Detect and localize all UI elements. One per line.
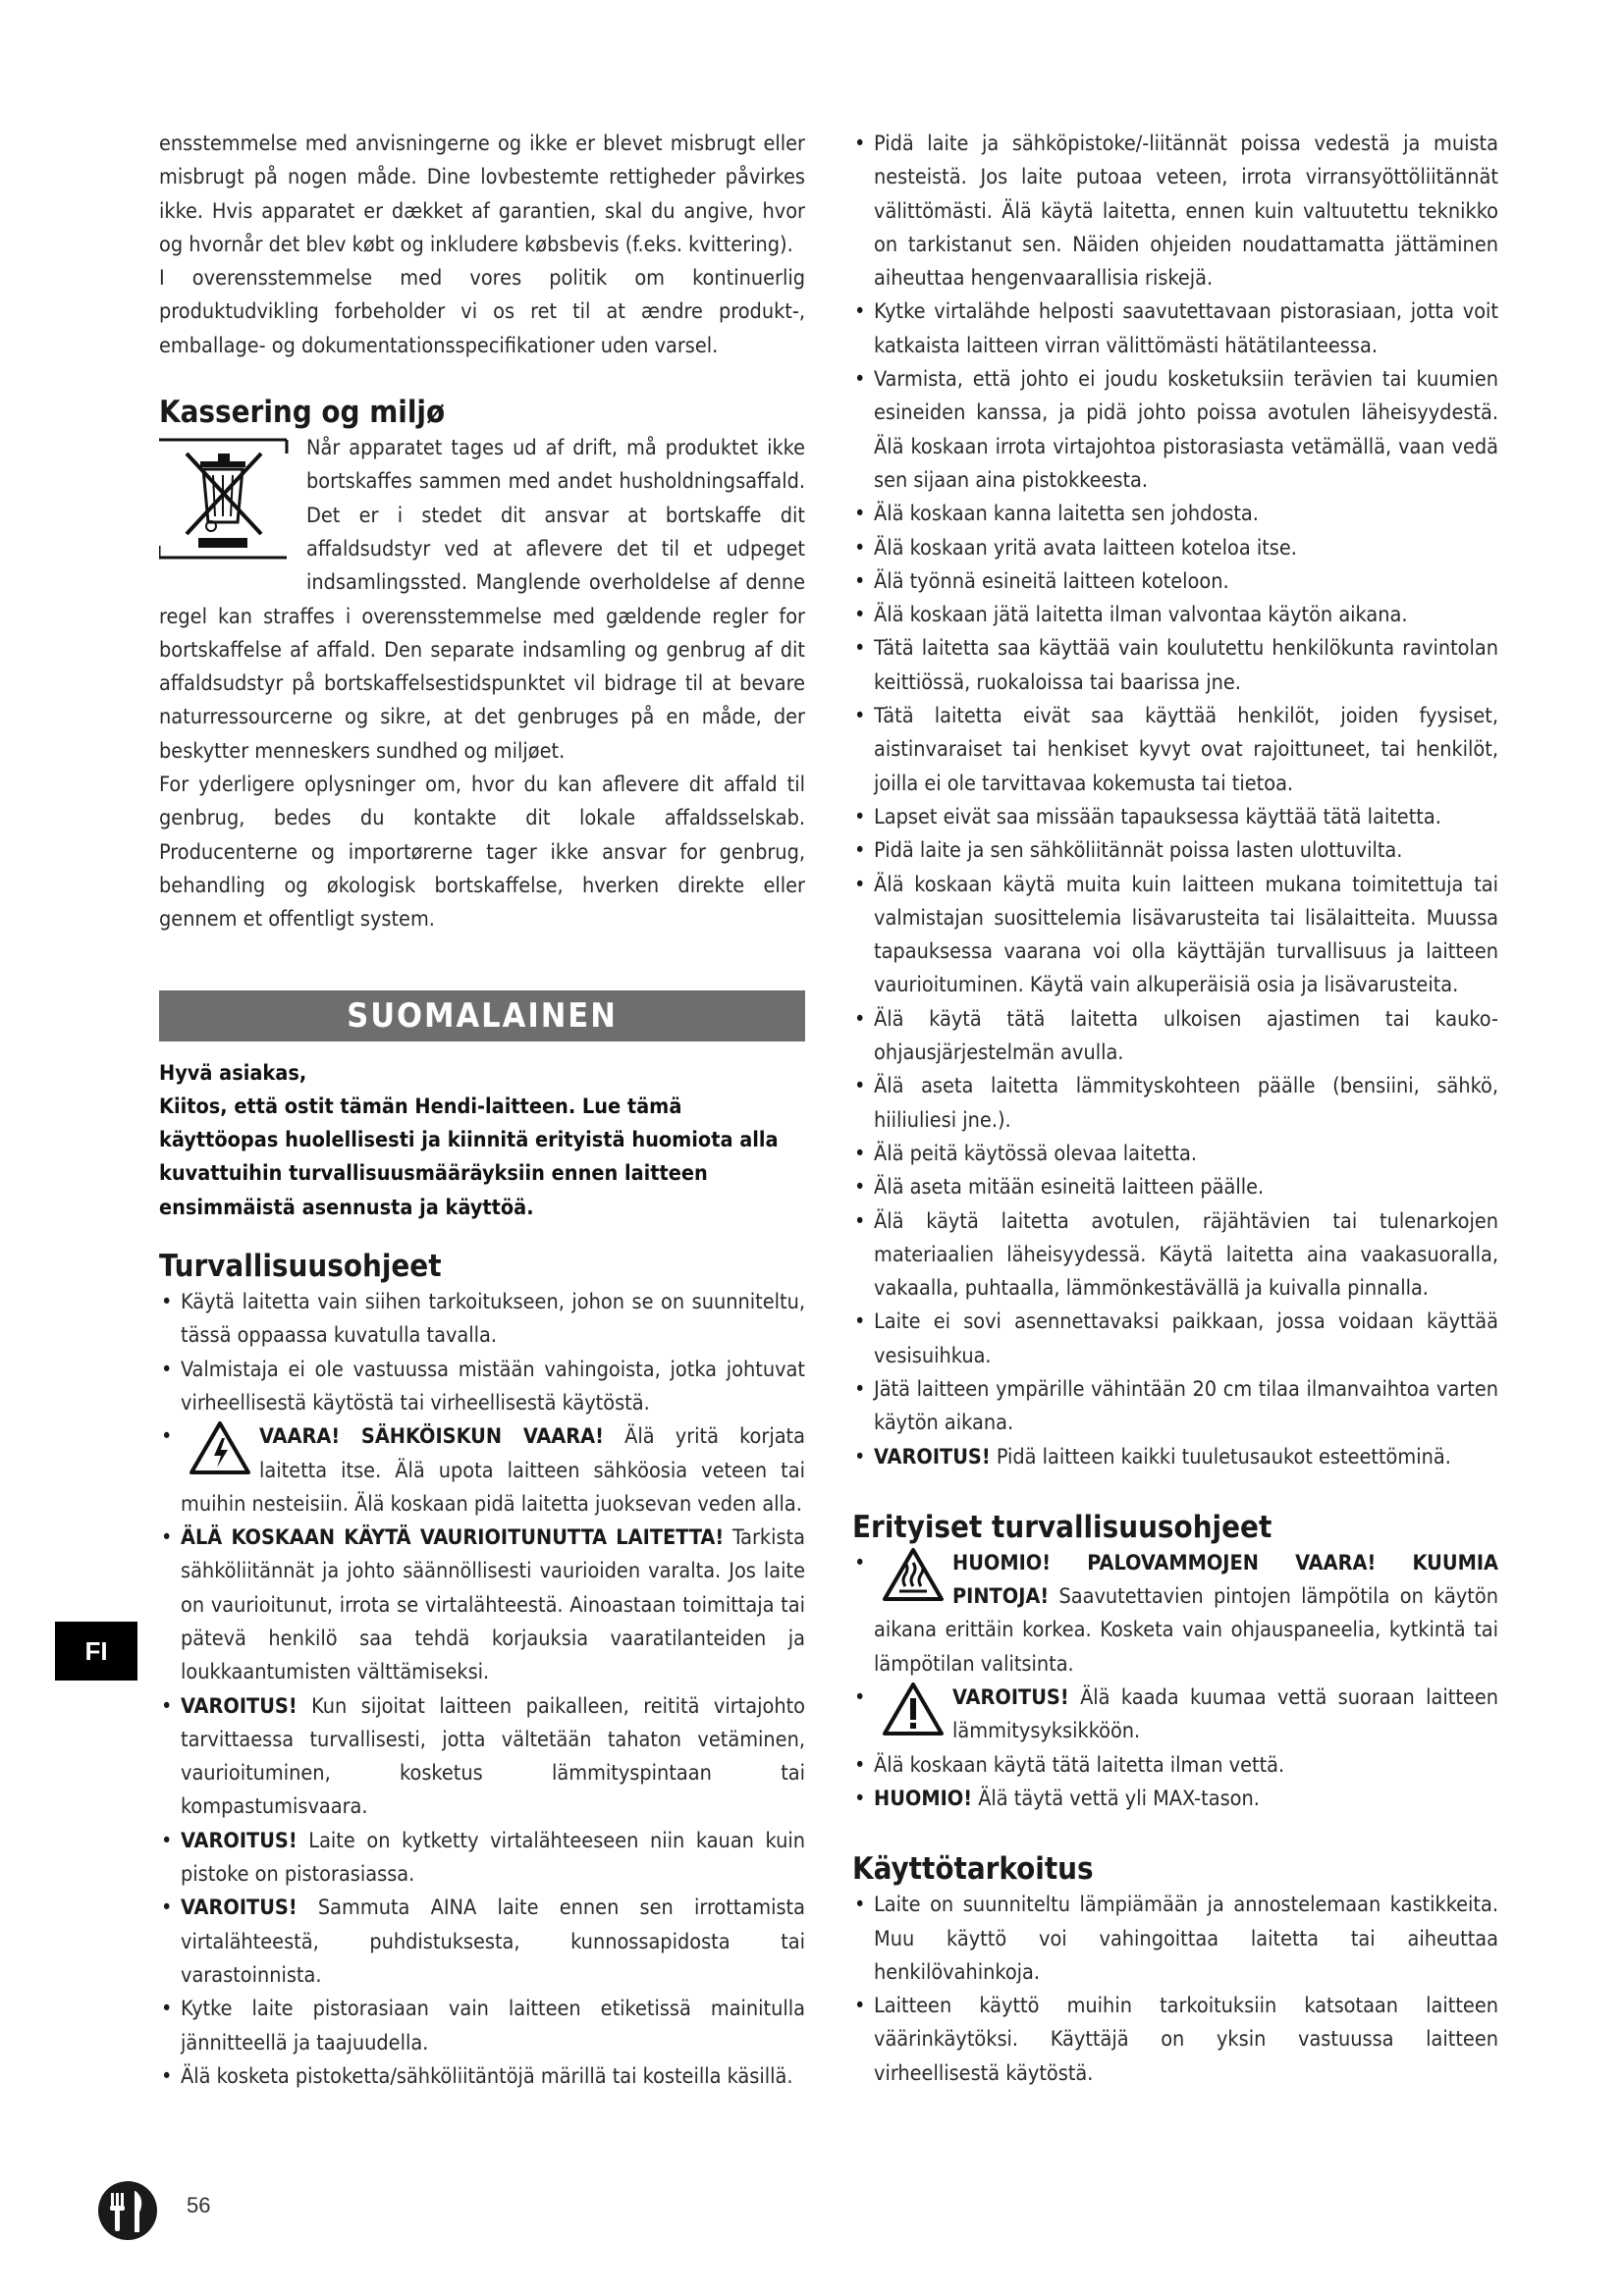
greeting: Hyvä asiakas,: [159, 1060, 307, 1086]
language-tab: FI: [55, 1622, 137, 1681]
safety-heading: Turvallisuusohjeet: [159, 1249, 442, 1285]
list-item: [852, 1682, 1498, 1749]
bullet-text: Käytä laitetta vain siihen tarkoitukseen, johon se on suunniteltu, tässä oppaassa kuvatulla tavalla.: [181, 1290, 805, 1349]
list-item: [852, 1441, 1498, 1474]
list-item: [852, 1070, 1498, 1138]
list-item: [852, 498, 1498, 531]
bullet-text: Tätä laitetta saa käyttää vain koulutettu henkilökunta ravintolan keittiössä, ruokaloissa tai baarissa jne.: [874, 636, 1498, 695]
bullet-lead: VAROITUS!: [874, 1444, 991, 1469]
bullet-text: Kun sijoitat laitteen paikalleen, reititä virtajohto tarvittaessa turvallisesti, jotta vältetään tahaton vetäminen, vaurioituminen, kosketus lämmityspintaan tai kompastumisvaara.: [181, 1693, 805, 1820]
bullet-lead: VAROITUS!: [181, 1828, 298, 1853]
list-item: [852, 363, 1498, 498]
bullet-lead: HUOMIO!: [874, 1786, 973, 1811]
page-number: 56: [187, 2193, 211, 2217]
bullet-text: Laite on suunniteltu lämpiämään ja annostelemaan kastikkeita. Muu käyttö voi vahingoittaa laitetta tai aiheuttaa henkilövahinkoja.: [874, 1893, 1498, 1985]
bullet-text: Lapset eivät saa missään tapauksessa käyttää tätä laitetta.: [874, 804, 1441, 829]
hot-surface-warning-icon: [882, 1547, 945, 1602]
bullet-text: Älä kaada kuumaa vettä suoraan laitteen lämmitysyksikköön.: [952, 1685, 1498, 1744]
list-item: [852, 532, 1498, 565]
list-item: [852, 1306, 1498, 1373]
general-safety-list: [852, 128, 1498, 1474]
intro-block: [159, 1057, 805, 1225]
list-item: [159, 1420, 805, 1522]
bullet-text: Älä käytä laitetta avotulen, räjähtävien tai tulenarkojen materiaalien läheisyydessä. Käytä laitetta aina vaakasuoralla, vakaalla, puhtaalla, lämmönkestävällä ja kuivalla pinnalla.: [874, 1208, 1498, 1302]
kassering-text-2: For yderligere oplysninger om, hvor du kan aflevere dit affald til genbrug, bedes du kontakte dit lokale affaldsselskab. Producenterne og importørerne tager ikke ansvar for genbrug, behandling og økologisk bortskaffelse, hverken direkte eller gennem et offentligt system.: [159, 773, 805, 933]
special-safety-heading: Erityiset turvallisuusohjeet: [852, 1509, 1272, 1545]
bullet-text: Älä aseta laitetta lämmityskohteen päälle (bensiini, sähkö, hiiliuliesi jne.).: [874, 1074, 1498, 1133]
list-item: [852, 1749, 1498, 1783]
bullet-text: Älä työnnä esineitä laitteen koteloon.: [874, 568, 1229, 594]
list-item: [852, 1783, 1498, 1816]
bullet-text: Älä aseta mitään esineitä laitteen päälle.: [874, 1175, 1265, 1201]
special-safety-list: [852, 1547, 1498, 1816]
left-column: [159, 128, 805, 2094]
bullet-text: Älä kosketa pistoketta/sähköliitäntöjä märillä tai kosteilla käsillä.: [181, 2063, 793, 2089]
list-item: [159, 1354, 805, 1421]
bullet-text: Laite ei sovi asennettavaksi paikkaan, jossa voidaan käyttää vesisuihkua.: [874, 1309, 1498, 1368]
kassering-section: [159, 432, 805, 936]
list-item: [159, 2060, 805, 2094]
bullet-text: Sammuta AINA laite ennen sen irrottamista virtalähteestä, puhdistuksesta, kunnossapidosta tai varastoinnista.: [181, 1896, 805, 1988]
bullet-text: Saavutettavien pintojen lämpötila on käytön aikana erittäin korkea. Kosketa vain ohjauspaneelia, kytkintä tai lämpötilan valitsinta.: [874, 1584, 1498, 1677]
list-item: [852, 1171, 1498, 1204]
right-column: [852, 128, 1498, 2091]
intro-paragraph-1: ensstemmelse med anvisningerne og ikke er blevet misbrugt eller misbrugt på nogen måde. Dine lovbestemte rettigheder påvirkes ikke. Hvis apparatet er dækket af garantien, skal du angive, hvor og hvornår det blev købt og inkludere købsbevis (f.eks. kvittering).: [159, 132, 805, 257]
bullet-text: Älä yritä korjata laitetta itse. Älä upota laitteen sähköosia veteen tai muihin nesteisiin. Älä koskaan pidä laitetta juoksevan veden alla.: [181, 1424, 805, 1517]
list-item: [852, 1889, 1498, 1990]
weee-bin-icon: [159, 432, 297, 567]
purpose-heading: Käyttötarkoitus: [852, 1851, 1094, 1888]
list-item: [852, 1373, 1498, 1441]
list-item: [852, 128, 1498, 295]
list-item: [159, 1825, 805, 1893]
list-item: [852, 1003, 1498, 1071]
bullet-text: Älä koskaan kanna laitetta sen johdosta.: [874, 502, 1259, 527]
bullet-text: Tätä laitetta eivät saa käyttää henkilöt, joiden fyysiset, aistinvaraiset tai henkiset kyvyt ovat rajoittuneet, tai henkilöt, joilla ei ole tarvittavaa kokemusta tai tietoa.: [874, 704, 1498, 796]
intro-paragraph-2: I overensstemmelse med vores politik om kontinuerlig produktudvikling forbeholder vi os ret til at ændre produkt-, emballage- og dokumentationsspecifikationer uden varsel.: [159, 266, 805, 358]
list-item: [852, 1547, 1498, 1682]
bullet-text: Laitteen käyttö muihin tarkoituksiin katsotaan laitteen väärinkäytöksi. Käyttäjä on yksin vastuussa laitteen virheellisestä käytöstä.: [874, 1994, 1498, 2086]
electric-shock-warning-icon: [189, 1420, 251, 1475]
list-item: [852, 700, 1498, 801]
bullet-text: Valmistaja ei ole vastuussa mistään vahingoista, jotka johtuvat virheellisestä käytöstä tai virheellisestä käytöstä.: [181, 1357, 805, 1415]
list-item: [159, 1892, 805, 1993]
bullet-lead: VAARA! SÄHKÖISKUN VAARA!: [259, 1424, 604, 1450]
list-item: [852, 801, 1498, 834]
list-item: [159, 1522, 805, 1689]
bullet-text: Älä koskaan yritä avata laitteen koteloa itse.: [874, 535, 1297, 561]
list-item: [159, 1286, 805, 1354]
list-item: [852, 1990, 1498, 2091]
bullet-text: Varmista, että johto ei joudu kosketuksiin terävien tai kuumien esineiden kanssa, ja pidä johto poissa avotulen läheisyydestä. Älä koskaan irrota virtajohtoa pistorasiasta vetämällä, vaan vedä sen sijaan aina pistokkeesta.: [874, 367, 1498, 493]
list-item: [159, 1993, 805, 2060]
bullet-text: Älä koskaan käytä tätä laitetta ilman vettä.: [874, 1752, 1285, 1778]
bullet-lead: VAROITUS!: [181, 1896, 298, 1921]
bullet-text: Älä peitä käytössä olevaa laitetta.: [874, 1141, 1198, 1166]
bullet-text: Laite on kytketty virtalähteeseen niin kauan kuin pistoke on pistorasiassa.: [181, 1828, 805, 1888]
bullet-text: Pidä laite ja sähköpistoke/-liitännät poissa vedestä ja muista nesteistä. Jos laite putoaa veteen, irrota virransyöttöliitännät välittömästi. Älä käytä laitetta, ennen kuin valtuutettu teknikko on tarkistanut sen. Näiden ohjeiden noudattamatta jättäminen aiheuttaa hengenvaarallisia riskejä.: [874, 132, 1498, 292]
bullet-text: Pidä laitteen kaikki tuuletusaukot esteettöminä.: [996, 1444, 1451, 1469]
bullet-lead: ÄLÄ KOSKAAN KÄYTÄ VAURIOITUNUTTA LAITETTA!: [181, 1525, 725, 1551]
list-item: [852, 599, 1498, 632]
list-item: [852, 565, 1498, 599]
bullet-text: Kytke laite pistorasiaan vain laitteen etiketissä mainitulla jännitteellä ja taajuudella.: [181, 1997, 805, 2056]
bullet-text: Älä koskaan jätä laitetta ilman valvontaa käytön aikana.: [874, 603, 1408, 628]
list-item: [852, 834, 1498, 868]
language-banner: SUOMALAINEN: [159, 990, 805, 1041]
bullet-text: Jätä laitteen ympärille vähintään 20 cm tilaa ilmanvaihtoa varten käytön aikana.: [874, 1376, 1498, 1436]
bullet-lead: VAROITUS!: [181, 1693, 298, 1719]
bullet-text: Kytke virtalähde helposti saavutettavaan pistorasiaan, jotta voit katkaista laitteen virran välittömästi hätätilanteessa.: [874, 299, 1498, 358]
list-item: [852, 1205, 1498, 1307]
bullet-lead: HUOMIO! PALOVAMMOJEN VAARA! KUUMIA PINTOJA!: [952, 1550, 1498, 1610]
thanks-paragraph: Kiitos, että ostit tämän Hendi-laitteen. Lue tämä käyttöopas huolellisesti ja kiinnitä erityistä huomiota alla kuvattuihin turvallisuusmääräyksiin ennen laitteen ensimmäistä asennusta ja käyttöä.: [159, 1094, 779, 1220]
list-item: [852, 295, 1498, 363]
list-item: [852, 632, 1498, 700]
purpose-list: [852, 1889, 1498, 2091]
bullet-text: Älä koskaan käytä muita kuin laitteen mukana toimitettuja tai valmistajan suosittelemia lisävarusteita tai lisälaitteita. Muussa tapauksessa vaarana voi olla käyttäjän turvallisuus ja laitteen vaurioituminen. Käytä vain alkuperäisiä osia ja lisävarusteita.: [874, 872, 1498, 998]
bullet-text: Älä täytä vettä yli MAX-tason.: [978, 1786, 1260, 1811]
list-item: [852, 1138, 1498, 1171]
safety-list: [159, 1286, 805, 2094]
kassering-text-1: Når apparatet tages ud af drift, må produktet ikke bortskaffes sammen med andet husholdningsaffald. Det er i stedet dit ansvar at bortskaffe dit affaldsudstyr ved at aflevere det til et udpeget indsamlingssted. Manglende overholdelse af denne regel kan straffes i overensstemmelse med gældende regler for bortskaffelse af affald. Den separate indsamling og genbrug af dit affaldsudstyr på bortskaffelsestidspunktet vil bidrage til at bevare naturressourcerne og sikre, at det genbruges på en måde, der beskytter menneskers sundhed og miljøet.: [159, 436, 805, 764]
cutlery-logo-icon: [96, 2179, 159, 2242]
bullet-text: Tarkista sähköliitännät ja johto säännöllisesti vaurioiden varalta. Jos laite on vaurioitunut, irrota se virtalähteestä. Ainoastaan toimittaja tai pätevä henkilö saa tehdä korjauksia vaaratilanteiden ja loukkaantumisten välttämiseksi.: [181, 1525, 805, 1685]
kassering-heading: Kassering og miljø: [159, 395, 446, 431]
list-item: [852, 869, 1498, 1003]
general-warning-icon: [882, 1682, 945, 1736]
bullet-lead: VAROITUS!: [952, 1685, 1069, 1711]
bullet-text: Älä käytä tätä laitetta ulkoisen ajastimen tai kauko-ohjausjärjestelmän avulla.: [874, 1006, 1498, 1066]
list-item: [159, 1690, 805, 1825]
bullet-text: Pidä laite ja sen sähköliitännät poissa lasten ulottuvilta.: [874, 838, 1403, 864]
